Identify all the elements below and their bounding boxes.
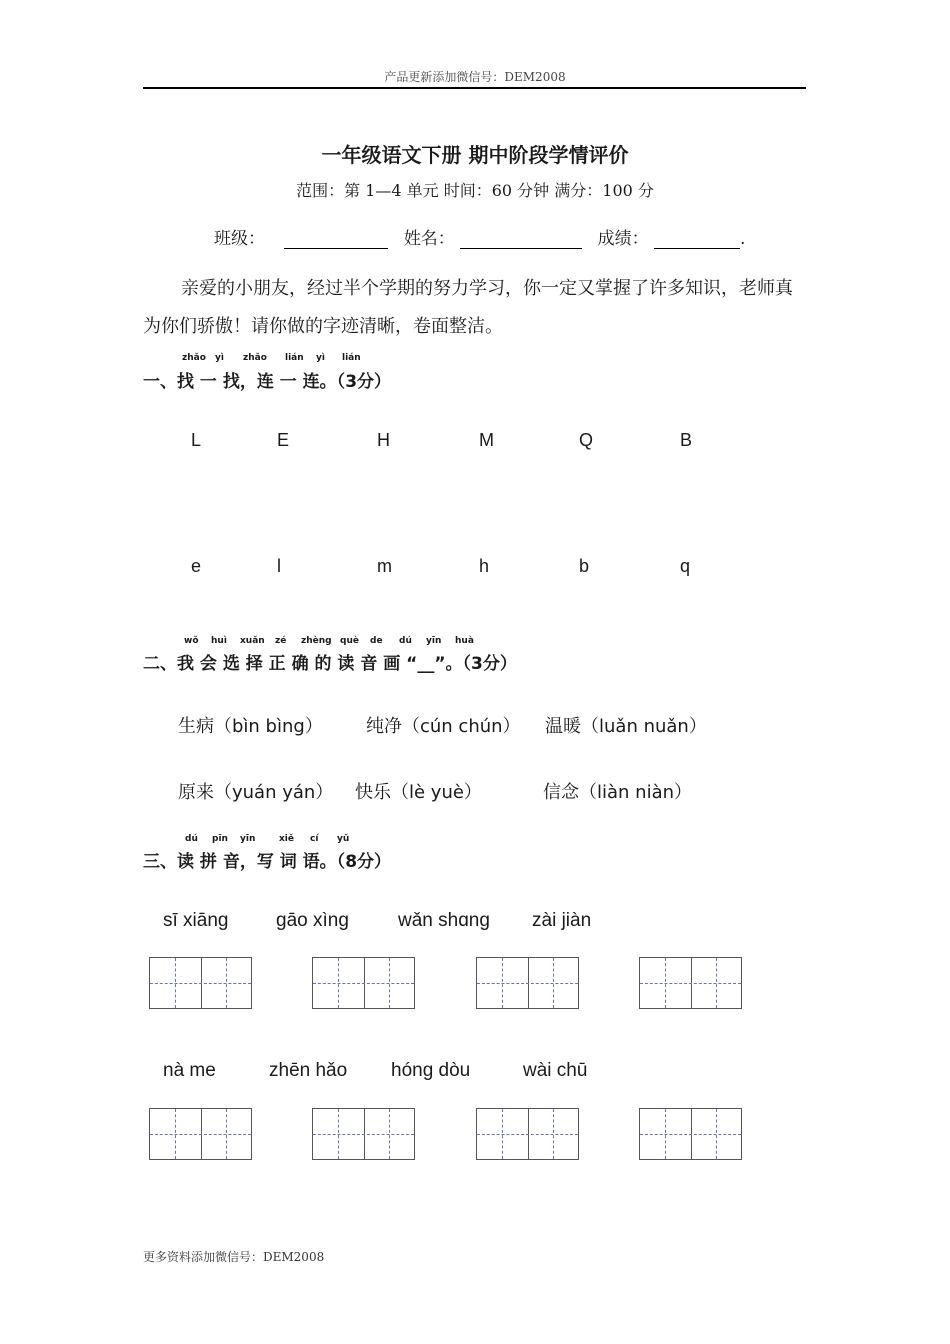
writing-grid[interactable] (312, 1108, 415, 1160)
ruby: yīn (426, 636, 442, 646)
upper-letter[interactable]: Q (579, 430, 594, 450)
ruby: de (370, 636, 383, 646)
ruby: huà (455, 636, 474, 646)
pinyin-prompt: hóng dòu (391, 1060, 471, 1081)
ruby: dú (185, 834, 198, 844)
intro-paragraph: 亲爱的小朋友，经过半个学期的努力学习，你一定又掌握了许多知识，老师真为你们骄傲！请你做的字迹清晰，卷面整洁。 (143, 278, 793, 337)
lower-letter[interactable]: h (479, 556, 490, 576)
ruby: zhǎo (182, 353, 206, 363)
ruby: zhǎo (243, 353, 267, 363)
section3-heading: 三、读 拼 音，写 词 语。（8分） (143, 852, 392, 872)
lower-letter[interactable]: m (377, 556, 392, 576)
ruby: cí (310, 834, 319, 844)
pinyin-prompt: sī xiāng (163, 910, 229, 931)
ruby: yì (215, 353, 224, 363)
pinyin-prompt: zài jiàn (532, 910, 592, 931)
reading-option[interactable]: 温暖（luǎn nuǎn） (545, 716, 707, 737)
upper-letter[interactable]: L (191, 430, 202, 450)
header-watermark-text: 产品更新添加微信号：DEM2008 (384, 70, 566, 84)
ruby: lián (342, 353, 361, 363)
ruby: yǔ (337, 834, 350, 844)
pinyin-prompt: wǎn shɑng (398, 910, 490, 931)
ruby: yīn (240, 834, 256, 844)
lower-letter[interactable]: b (579, 556, 590, 576)
section1-heading: 一、找 一 找，连 一 连。（3分） (143, 372, 392, 392)
ruby: lián (285, 353, 304, 363)
lower-letter[interactable]: e (191, 556, 202, 576)
writing-grid[interactable] (639, 957, 742, 1009)
name-field[interactable] (460, 230, 582, 249)
ruby: huì (211, 636, 227, 646)
writing-grid[interactable] (476, 1108, 579, 1160)
writing-grid[interactable] (149, 1108, 252, 1160)
ruby: pīn (212, 834, 228, 844)
header-divider (143, 87, 806, 89)
lower-letter[interactable]: l (277, 556, 281, 576)
reading-option[interactable]: 纯净（cún chún） (366, 716, 521, 737)
ruby: zé (275, 636, 287, 646)
pinyin-prompt: wài chū (523, 1060, 588, 1081)
ruby: què (340, 636, 359, 646)
ruby: yì (316, 353, 325, 363)
reading-option[interactable]: 原来（yuán yán） (178, 782, 334, 803)
reading-option[interactable]: 生病（bìn bìng） (178, 716, 323, 737)
ruby: xuǎn (240, 636, 265, 646)
ruby: zhèng (301, 636, 332, 646)
upper-letter[interactable]: M (479, 430, 494, 450)
ruby: dú (399, 636, 412, 646)
section2-heading: 二、我 会 选 择 正 确 的 读 音 画 “__”。（3分） (143, 654, 517, 674)
upper-letter[interactable]: H (377, 430, 390, 450)
info-end-mark: . (740, 229, 746, 249)
student-info-row (214, 224, 745, 249)
page-title: 一年级语文下册 期中阶段学情评价 (321, 143, 629, 167)
writing-grid[interactable] (149, 957, 252, 1009)
footer-text: 更多资料添加微信号：DEM2008 (143, 1250, 325, 1264)
pinyin-prompt: zhēn hǎo (269, 1060, 348, 1081)
writing-grid[interactable] (639, 1108, 742, 1160)
reading-option[interactable]: 快乐（lè yuè） (355, 782, 482, 803)
reading-option[interactable]: 信念（liàn niàn） (543, 782, 693, 803)
pinyin-prompt: gāo xìng (276, 910, 349, 931)
pinyin-prompt: nà me (163, 1060, 216, 1081)
exam-scope: 范围：第 1—4 单元 时间：60 分钟 满分：100 分 (296, 181, 654, 200)
ruby: wǒ (184, 636, 199, 646)
class-label: 班级： (214, 229, 265, 249)
writing-grid[interactable] (476, 957, 579, 1009)
name-label: 姓名： (403, 229, 455, 249)
ruby: xiě (279, 834, 294, 844)
upper-letter[interactable]: E (277, 430, 290, 450)
score-label: 成绩： (597, 229, 649, 249)
writing-grid[interactable] (312, 957, 415, 1009)
upper-letter[interactable]: B (680, 430, 693, 450)
score-field[interactable] (654, 230, 740, 249)
class-field[interactable] (284, 230, 388, 249)
lower-letter[interactable]: q (680, 556, 691, 576)
